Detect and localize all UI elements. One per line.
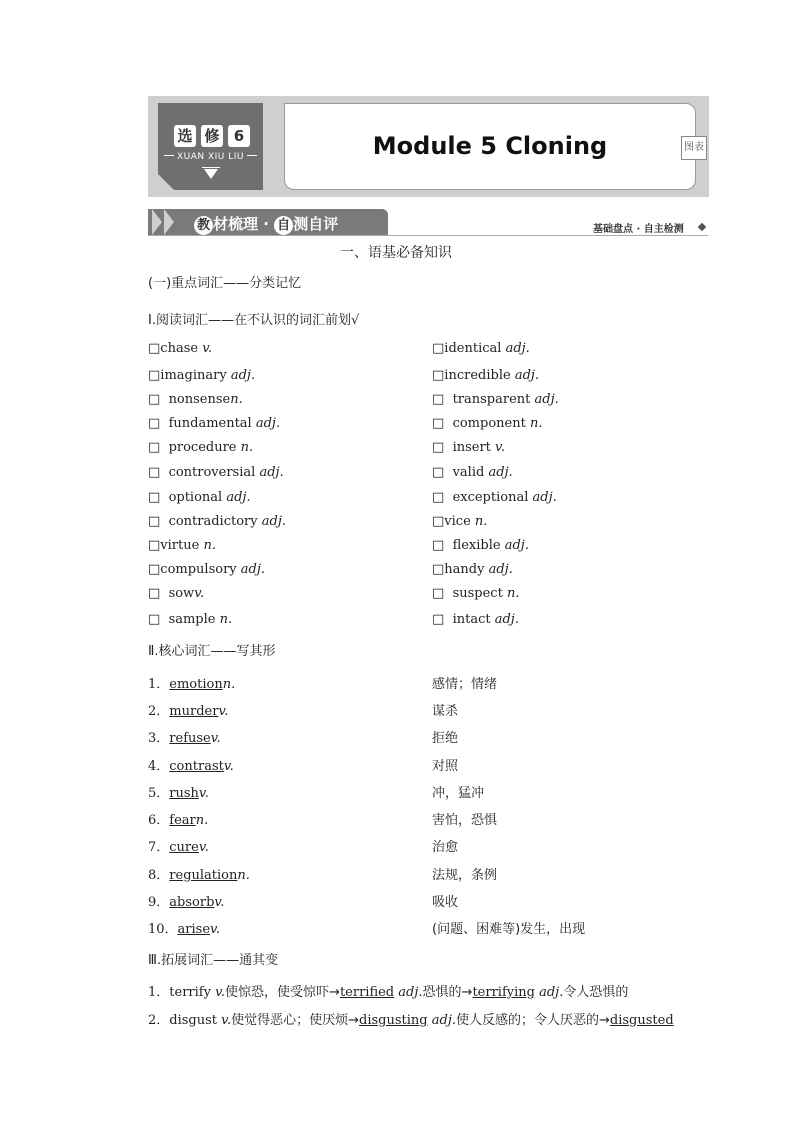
checkbox[interactable]: □	[148, 612, 161, 627]
checkbox[interactable]: □	[432, 562, 445, 577]
part3-heading: Ⅲ.拓展词汇——通其变	[148, 953, 279, 968]
pos: v.	[495, 440, 505, 455]
vocab-item	[148, 341, 212, 356]
checkbox[interactable]: □	[432, 368, 445, 383]
word: fundamental	[168, 416, 252, 431]
pos: v.	[218, 704, 229, 719]
item-number: 3．	[148, 731, 170, 746]
vocab-item	[432, 416, 542, 431]
pos: n.	[506, 586, 520, 601]
pos: n.	[195, 813, 209, 828]
meaning: 使人反感的；令人厌恶的→	[456, 1013, 610, 1028]
pos: adj.	[261, 514, 286, 529]
pos: v.	[198, 786, 209, 801]
pos: adj.	[226, 490, 251, 505]
checkbox[interactable]: □	[432, 440, 445, 455]
section-title-part: 材梳理	[213, 215, 259, 233]
core-vocab-item	[148, 673, 235, 692]
pos: n.	[203, 538, 216, 553]
diamond-icon	[698, 223, 706, 231]
pos: v.	[210, 922, 220, 937]
answer-word: regulation	[169, 868, 238, 883]
checkbox[interactable]: □	[148, 465, 161, 480]
vocab-item	[432, 586, 519, 601]
meaning: 治愈	[432, 840, 459, 855]
word: optional	[168, 490, 223, 505]
vocab-item	[148, 416, 280, 431]
pos: adj.	[488, 465, 513, 480]
checkbox[interactable]: □	[148, 562, 161, 577]
vocab-item	[432, 490, 557, 505]
checkbox[interactable]: □	[432, 538, 445, 553]
core-vocab-item	[148, 727, 221, 746]
answer-word: fear	[169, 813, 196, 828]
pos: n.	[222, 677, 236, 692]
checkbox[interactable]: □	[432, 612, 445, 627]
pos: n.	[240, 440, 254, 455]
word: component	[452, 416, 526, 431]
pos: v.	[221, 1013, 232, 1028]
section-title-part: 测自评	[293, 215, 339, 233]
meaning: 拒绝	[432, 731, 459, 746]
checkbox[interactable]: □	[432, 416, 445, 431]
word: exceptional	[452, 490, 529, 505]
answer-word: murder	[169, 704, 219, 719]
word: sample	[168, 612, 216, 627]
checkbox[interactable]: □	[432, 586, 445, 601]
item-number: 6．	[148, 813, 170, 828]
meaning: 谋杀	[432, 704, 459, 719]
word: compulsory	[160, 562, 237, 577]
answer-word: refuse	[169, 731, 211, 746]
core-vocab-item	[148, 918, 220, 937]
badge-down-arrow-icon	[204, 169, 218, 179]
vocab-item	[432, 562, 513, 577]
pos: n.	[219, 612, 233, 627]
vocab-item	[432, 341, 530, 356]
section-divider	[148, 235, 708, 236]
checkbox[interactable]: □	[432, 392, 445, 407]
pos: adj.	[504, 538, 529, 553]
pos: v.	[215, 985, 226, 1000]
vocab-item	[148, 612, 232, 627]
pos: adj.	[514, 368, 540, 383]
answer-word: terrified	[339, 985, 395, 1000]
vocab-item	[432, 392, 559, 407]
pos: adj.	[494, 612, 519, 627]
badge-char: 6	[228, 125, 250, 147]
vocab-item	[432, 538, 529, 553]
core-vocab-item	[148, 891, 224, 910]
chart-icon: 图表	[681, 136, 707, 160]
circled-char: 自	[274, 216, 293, 235]
checkbox[interactable]: □	[148, 392, 161, 407]
pos: adj.	[532, 490, 557, 505]
extended-vocab-line	[148, 981, 628, 1000]
extended-vocab-line	[148, 1009, 674, 1028]
checkbox[interactable]: □	[148, 514, 161, 529]
item-number: 10．	[148, 922, 178, 937]
checkbox[interactable]: □	[432, 514, 445, 529]
pos: adj.	[230, 368, 256, 383]
pos: n.	[529, 416, 543, 431]
pos: adj.	[505, 341, 530, 356]
answer-word: emotion	[169, 677, 223, 692]
meaning: 恐惧的→	[422, 985, 473, 1000]
pos: adj.	[534, 392, 559, 407]
answer-word: terrifying	[472, 985, 535, 1000]
word: transparent	[452, 392, 531, 407]
sub-heading: (一)重点词汇——分类记忆	[148, 276, 302, 291]
checkbox[interactable]: □	[432, 490, 445, 505]
pos: v.	[210, 731, 221, 746]
item-number: 1．	[148, 677, 170, 692]
core-vocab-item	[148, 700, 228, 719]
meaning: (问题、困难等)发生，出现	[432, 922, 586, 937]
pos: adj.	[539, 985, 564, 1000]
answer-word: contrast	[169, 759, 224, 774]
meaning: 害怕，恐惧	[432, 813, 498, 828]
word: procedure	[168, 440, 237, 455]
pos: v.	[223, 759, 234, 774]
pos: adj.	[488, 562, 513, 577]
vocab-item	[148, 465, 284, 480]
pos: adj.	[431, 1013, 456, 1028]
checkbox[interactable]: □	[148, 440, 161, 455]
part2-heading: Ⅱ.核心词汇——写其形	[148, 644, 276, 659]
section-title-dot: ·	[263, 215, 269, 233]
item-number: 2．	[148, 704, 170, 719]
meaning: 感情；情绪	[432, 677, 498, 692]
checkbox[interactable]: □	[148, 538, 161, 553]
vocab-item	[148, 586, 204, 601]
vocab-item	[148, 514, 286, 529]
vocab-item	[148, 538, 216, 553]
item-number: 1．	[148, 985, 170, 1000]
pos: v.	[202, 341, 213, 356]
vocab-item	[148, 440, 253, 455]
vocab-item	[432, 514, 487, 529]
pos: n.	[230, 392, 243, 407]
vocab-item	[148, 368, 255, 383]
answer-word: rush	[169, 786, 199, 801]
badge-char: 修	[201, 125, 223, 147]
meaning: 吸收	[432, 895, 459, 910]
pos: adj.	[398, 985, 423, 1000]
circled-char: 教	[194, 216, 213, 235]
checkbox[interactable]: □	[432, 341, 445, 356]
item-number: 5．	[148, 786, 170, 801]
vocab-item	[432, 465, 513, 480]
word: identical	[444, 341, 502, 356]
meaning: 使惊恐，使受惊吓→	[225, 985, 340, 1000]
core-vocab-item	[148, 782, 209, 801]
item-number: 8．	[148, 868, 170, 883]
word: nonsense	[168, 392, 231, 407]
vocab-item	[148, 562, 265, 577]
answer-word: cure	[169, 840, 199, 855]
meaning: 令人恐惧的	[563, 985, 629, 1000]
pos: adj.	[259, 465, 284, 480]
word: valid	[452, 465, 485, 480]
pos: adj.	[255, 416, 281, 431]
core-vocab-item	[148, 836, 209, 855]
word: vice	[444, 514, 471, 529]
word: sow	[168, 586, 195, 601]
word: intact	[452, 612, 491, 627]
meaning: 冲，猛冲	[432, 786, 485, 801]
answer-word: disgusting	[359, 1013, 428, 1028]
vocab-item	[432, 368, 539, 383]
word: insert	[452, 440, 491, 455]
meaning: 法规，条例	[432, 868, 498, 883]
vocab-item	[432, 612, 519, 627]
vocab-item	[432, 440, 505, 455]
checkbox[interactable]: □	[148, 368, 161, 383]
badge-pinyin: XUAN XIU LIU	[176, 152, 245, 162]
checkbox[interactable]: □	[148, 586, 161, 601]
word: imaginary	[160, 368, 227, 383]
elective-badge	[158, 103, 263, 190]
answer-word: arise	[177, 922, 211, 937]
section-subtitle: 基础盘点 · 自主检测	[593, 224, 684, 235]
word: virtue	[160, 538, 200, 553]
word: contradictory	[168, 514, 258, 529]
vocab-item	[148, 392, 243, 407]
word: controversial	[168, 465, 256, 480]
word: flexible	[452, 538, 501, 553]
pos: adj.	[240, 562, 266, 577]
vocab-item	[148, 490, 251, 505]
part1-heading: Ⅰ.阅读词汇——在不认识的词汇前划√	[148, 313, 360, 328]
chevron-right-icon	[164, 209, 174, 235]
word: handy	[444, 562, 485, 577]
core-vocab-item	[148, 809, 208, 828]
pos: n.	[237, 868, 250, 883]
checkbox[interactable]: □	[148, 490, 161, 505]
word: chase	[160, 341, 199, 356]
badge-char: 选	[174, 125, 196, 147]
badge-arrow-right-icon	[247, 155, 257, 156]
section-title	[194, 213, 338, 235]
item-number: 9．	[148, 895, 170, 910]
pos: v.	[214, 895, 225, 910]
word: incredible	[444, 368, 511, 383]
pos: n.	[474, 514, 488, 529]
pos: v.	[194, 586, 205, 601]
item-number: 2．	[148, 1013, 170, 1028]
answer-word: absorb	[169, 895, 215, 910]
checkbox[interactable]: □	[148, 341, 161, 356]
core-vocab-item	[148, 755, 234, 774]
module-title: Module 5 Cloning	[372, 132, 608, 160]
word: suspect	[452, 586, 503, 601]
main-heading: 一、语基必备知识	[340, 245, 452, 261]
meaning: 对照	[432, 759, 459, 774]
chevron-right-icon	[152, 209, 162, 235]
item-number: 4．	[148, 759, 170, 774]
base-word: terrify	[169, 985, 211, 1000]
checkbox[interactable]: □	[148, 416, 161, 431]
meaning: 使觉得恶心；使厌烦→	[231, 1013, 360, 1028]
core-vocab-item	[148, 864, 250, 883]
checkbox[interactable]: □	[432, 465, 445, 480]
pos: v.	[198, 840, 209, 855]
item-number: 7．	[148, 840, 170, 855]
base-word: disgust	[169, 1013, 218, 1028]
answer-word: disgusted	[609, 1013, 674, 1028]
